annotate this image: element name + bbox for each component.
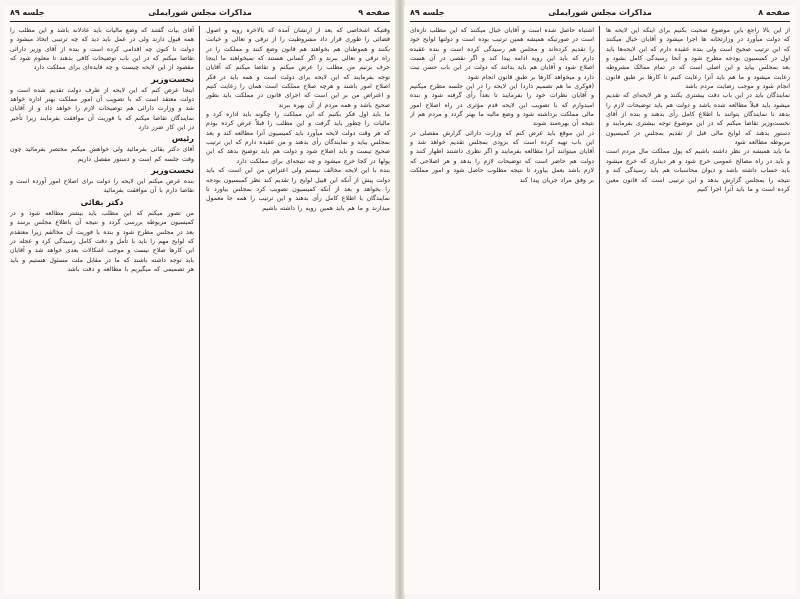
paragraph: وقتیکه اشخاصی که بعد از ارتشان آمده که بالاخره رویه و اصول قضائی را طوری قرار داد مشروطیت را از ترقی و تعالی و خیانت بکنند و هموطنان هم بخواهند هم قانون وضع کنند و مملکت را در راه ترقی و تعالی ببرند و اگر کسانی هستند که نمیخواهند ما اینجا حرف بزنیم من مطلب را عرض میکنم و تقاضا میکنم که آقایان توجه بفرمایند که این لایحه برای دولت است و همه باید در فکر اصلاح امور باشند و هرچه صلاح مملکت است همان را رعایت کنیم و اعتراض من بر این است که اجرای قانون در مملکت باید بطور صحیح باشد و همه مردم از آن بهره ببرند [206,27,390,109]
speaker-heading: نخست‌وزیر [151,166,194,176]
paragraph: من تصور میکنم که این مطلب باید بیشتر مطالعه شود و در کمیسیون مربوطه بررسی گردد و نتیجه آن باطلاع مجلس برسد و بعد در مجلس مطرح شود و بنده با فوریت آن مخالفم زیرا معتقدم که لوایح مهم را باید با تأمل و دقت کامل رسیدگی کرد و عجله در این کارها صلاح نیست و موجب اشکالات بعدی خواهد شد و آقایان باید توجه داشته باشند که ما در مقابل ملت مسئول هستیم و باید هر تصمیمی که میگیریم با مطالعه و دقت باشد [10,209,194,273]
paragraph: آقای دکتر بقائی بفرمائید ولی خواهش میکنم مختصر بفرمائید چون وقت جلسه کم است و دستور مفصل داریم [10,146,194,163]
paragraph: بنده با این لایحه مخالف نیستم ولی اعتراض من این است که باید دولت پیش از آنکه این قبیل لوایح را تقدیم کند نظر کمیسیون بودجه را بخواهد و بعد از آنکه کمیسیون تصویب کرد بمجلس بیاورد تا نمایندگان با اطلاع کامل رأی بدهند و این ترتیب را همه جا معمول میدارند و ما هم باید همین رویه را داشته باشیم [206,167,390,212]
column-divider [599,26,600,590]
right-page-title: مذاکرات مجلس شورایملی [548,8,652,17]
paragraph: بنده عرض میکنم این لایحه را دولت برای اصلاح امور آورده است و تقاضا دارم با آن موافقت بفرمائید [10,178,194,195]
right-page-columns [410,26,790,590]
right-page-column-right [606,26,790,590]
paragraph: (فوکری ما هم تصمیم دارد) این لایحه را در این جلسه مطرح میکنیم و آقایان نظرات خود را بفرمایند تا بعداً رأی گرفته شود و بنده امیدوارم که با تصویب این لایحه قدم مؤثری در راه اصلاح امور مالی مملکت برداشته شود و وضع مالیه ما بهتر گردد و مردم هم از نتیجه آن بهره‌مند شوند [410,83,594,128]
left-page [4,6,396,594]
speaker-heading: نخست‌وزیر [151,74,194,84]
left-page-header [10,8,390,20]
column-divider [199,26,200,590]
right-page-header [410,8,790,20]
paragraph: ما باید اول فکر بکنیم که این مملکت را چگونه باید اداره کرد و مالیات را چطور باید گرفت و این مطلب را قبلاً عرض کرده بودم که هر وقت دولت لایحه میآورد باید کمیسیون آنرا مطالعه کند و بعد بمجلس بیاید و نمایندگان رأی بدهند و من عقیده دارم که این ترتیب صحیح نیست و باید اصلاح شود و دولت هم باید توضیح بدهد که این پولها در کجا خرج میشود و چه نتیجه‌ای برای مملکت دارد [206,111,390,165]
left-page-header-rule [10,21,390,22]
left-page-number: صفحه ۹ [358,8,390,17]
paragraph: در این موقع باید عرض کنم که وزارت دارائی گزارش مفصلی در این باب تهیه کرده است که بزودی بمجلس تقدیم خواهد شد و آقایان میتوانند آنرا مطالعه بفرمایند و اگر نظری داشتند اظهار کنند و دولت هم حاضر است که توضیحات لازم را بدهد و هر اصلاحی که لازم باشد بعمل بیاورد تا نتیجه مطلوب حاصل شود و امور مملکت بر وفق مراد جریان پیدا کند [410,129,594,184]
right-page-session-label: جلسه ۸۹ [410,8,445,17]
right-page-column-left [410,26,594,590]
left-page-title: مذاکرات مجلس شورایملی [148,8,252,17]
paragraph: نمایندگان باید در این باب دقت بیشتری بکنند و هر لایحه‌ای که تقدیم میشود باید قبلاً مطالعه شده باشد و دولت هم باید توضیحات لازم را بدهد تا نمایندگان بتوانند با اطلاع کامل رأی بدهند و بنده از آقای نخست‌وزیر تقاضا میکنم که در این موضوع توجه بیشتری بفرمایند و دستور بدهند که لوایح مالی قبل از تقدیم بمجلس در کمیسیون مربوطه مطالعه شود [606,92,790,147]
speaker-heading: دکتر بقائی [80,197,124,207]
paragraph: اشتباه حاصل شده است و آقایان خیال میکنند که این مطلب تازه‌ای است در صورتیکه همیشه همین ترتیب بوده است و دولتها لوایح خود را تقدیم کرده‌اند و مجلس هم رسیدگی کرده است و بنده عقیده دارم که باید این رویه ادامه پیدا کند و اگر نقصی در آن هست اصلاح شود و آقایان هم باید بدانند که دولت در این باب حسن نیت دارد و میخواهد کارها بر طبق قانون انجام شود [410,27,594,81]
left-page-column-left [10,26,194,590]
speaker-heading: رئیس [171,134,194,144]
left-page-column-right [206,26,390,590]
left-page-session-label: جلسه ۸۹ [10,8,45,17]
paragraph: آقای بیات گفتند که وضع مالیات باید عادلانه باشد و این مطلب را همه قبول دارند ولی در عمل باید دید که چه ترتیبی اتخاذ میشود و دولت تا کنون چه اقدامی کرده است و بنده از آقای وزیر دارائی تقاضا میکنم که در این باب توضیحات کافی بدهند تا معلوم شود که مقصود از این لایحه چیست و چه فایده‌ای برای مملکت دارد [10,27,194,72]
right-page-header-rule [410,21,790,22]
left-page-columns [10,26,390,590]
paragraph: اینجا عرض کنم که این لایحه از طرف دولت تقدیم شده است و دولت معتقد است که با تصویب آن امور مملکت بهتر اداره خواهد شد و وزارت دارائی هم توضیحات لازم را خواهد داد و از آقایان نمایندگان تقاضا میکنم که با فوریت آن موافقت بفرمایند زیرا تأخیر در این کار ضرر دارد [10,86,194,132]
right-page [404,6,796,594]
paragraph: ما باید همیشه در نظر داشته باشیم که پول مملکت مال مردم است و باید در راه مصالح عمومی خرج شود و هر دیناری که خرج میشود باید حساب داشته باشد و دیوان محاسبات هم باید رسیدگی کند و نتیجه را بمجلس گزارش بدهد و این ترتیبی است که قانون معین کرده است و ما باید آنرا اجرا کنیم [606,148,790,193]
right-page-number: صفحه ۸ [758,8,790,17]
paragraph: از این بالا راجع باین موضوع صحبت بکنیم برای اینکه این لایحه ها که دولت میآورد در وزارتخانه ها اجرا میشود و آقایان خیال میکنند که این ترتیب صحیح است ولی بنده عقیده دارم که این لایحه‌ها باید اول در کمیسیون بودجه مطرح شود و آنجا رسیدگی کامل بشود و بعد بمجلس بیاید و این اصلی است که در تمام ممالک مشروطه رعایت میشود و ما هم باید آنرا رعایت کنیم تا کارها بر طبق قانون انجام شود و موجب رضایت مردم باشد [606,27,790,91]
